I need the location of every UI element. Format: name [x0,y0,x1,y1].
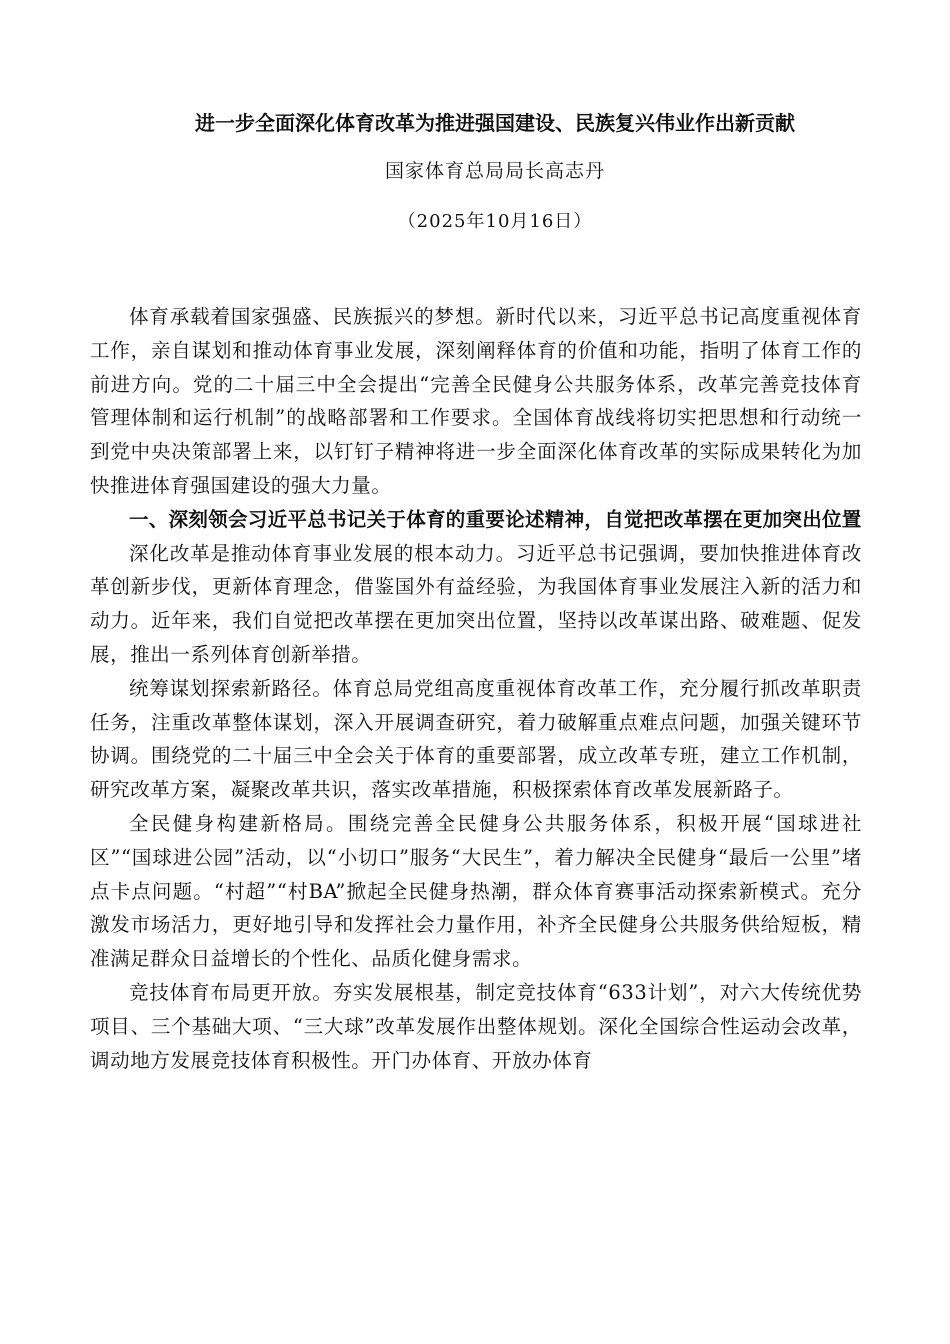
document-date: （2025年10月16日） [397,211,593,232]
document-body [90,300,862,1077]
section-heading-1: 一、深刻领会习近平总书记关于体育的重要论述精神，自觉把改革摆在更加突出位置 [129,507,862,531]
paragraph-2: 统筹谋划探索新路径。体育总局党组高度重视体育改革工作，充分履行抓改革职责任务，注重改革整体谋划，深入开展调查研究，着力破解重点难点问题，加强关键环节协调。围绕党的二十届三中全会关于体育的重要部署，成立改革专班，建立工作机制，研究改革方案，凝聚改革共识，落实改革措施，积极探索体育改革发展新路子。 [90,676,862,802]
paragraph-1: 深化改革是推动体育事业发展的根本动力。习近平总书记强调，要加快推进体育改革创新步伐，更新体育理念，借鉴国外有益经验，为我国体育事业发展注入新的活力和动力。近年来，我们自觉把改革摆在更加突出位置，坚持以改革谋出路、破难题、促发展，推出一系列体育创新举措。 [90,541,862,666]
document-author: 国家体育总局局长高志丹 [384,160,605,182]
document-title: 进一步全面深化体育改革为推进强国建设、民族复兴伟业作出新贡献 [195,111,795,135]
paragraph-intro: 体育承载着国家强盛、民族振兴的梦想。新时代以来，习近平总书记高度重视体育工作，亲自谋划和推动体育事业发展，深刻阐释体育的价值和功能，指明了体育工作的前进方向。党的二十届三中全会提出“完善全民健身公共服务体系，改革完善竞技体育管理体制和运行机制”的战略部署和工作要求。全国体育战线将切实把思想和行动统一到党中央决策部署上来，以钉钉子精神将进一步全面深化体育改革的实际成果转化为加快推进体育强国建设的强大力量。 [90,305,862,497]
paragraph-4: 竞技体育布局更开放。夯实发展根基，制定竞技体育“633计划”，对六大传统优势项目、三个基础大项、“三大球”改革发展作出整体规划。深化全国综合性运动会改革，调动地方发展竞技体育积极性。开门办体育、开放办体育 [90,980,862,1072]
paragraph-3: 全民健身构建新格局。围绕完善全民健身公共服务体系，积极开展“国球进社区”“国球进公园”活动，以“小切口”服务“大民生”，着力解决全民健身“最后一公里”堵点卡点问题。“村超”“村BA”掀起全民健身热潮，群众体育赛事活动探索新模式。充分激发市场活力，更好地引导和发挥社会力量作用，补齐全民健身公共服务供给短板，精准满足群众日益增长的个性化、品质化健身需求。 [90,811,862,971]
